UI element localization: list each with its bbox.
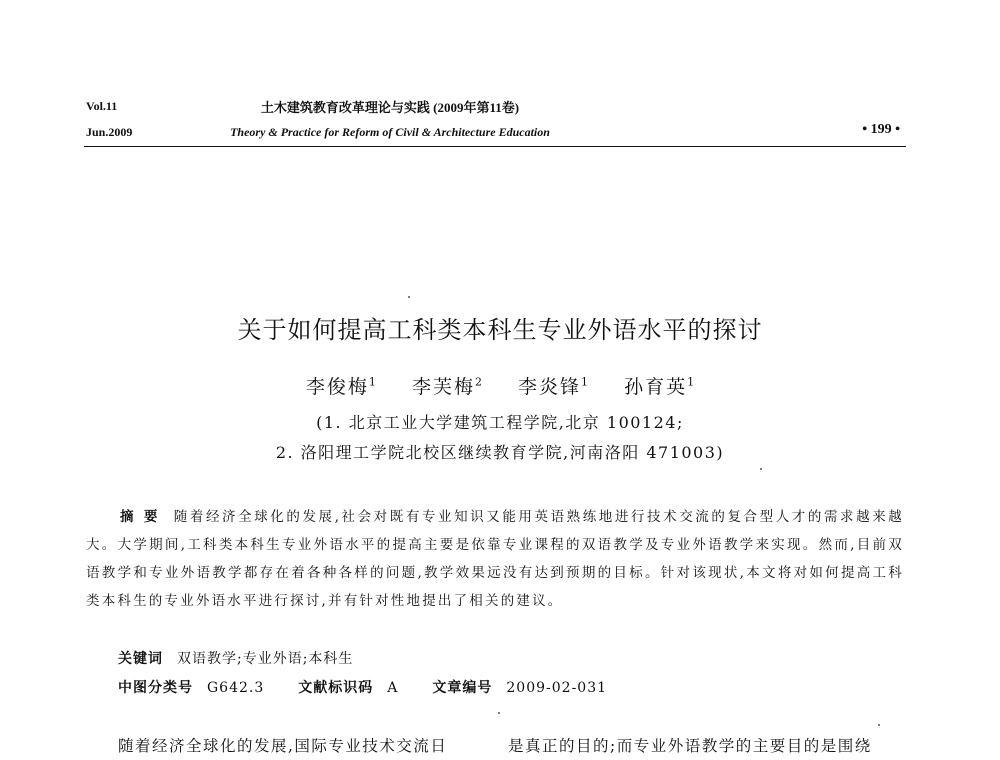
abstract-text: 随着经济全球化的发展,社会对既有专业知识又能用英语熟练地进行技术交流的复合型人才的需求越来越大。大学期间,工科类本科生专业外语水平的提高主要是依靠专业课程的双语教学及专业外语教学来实现。然而,目前双语教学和专业外语教学都存在着各种各样的问题,教学效果远没有达到预期的目标。针对该现状,本文将对如何提高工科类本科生的专业外语水平进行探讨,并有针对性地提出了相关的建议。 [86,509,905,609]
article-no-value: 2009-02-031 [506,680,608,696]
body-text-left-column: 随着经济全球化的发展,国际专业技术交流日 [118,737,448,755]
header-rule [84,146,906,147]
author-3 [518,376,588,398]
keywords-value: 双语教学;专业外语;本科生 [177,651,354,667]
author-affil-mark: 2 [474,375,482,389]
doc-code-label: 文献标识码 [298,680,374,696]
author-4 [624,376,694,398]
article-no-label: 文章编号 [432,680,493,696]
classification-row [118,677,607,697]
author-affil-mark: 1 [581,375,589,389]
abstract-label: 摘要 [120,509,168,525]
body-text-right-column: 是真正的目的;而专业外语教学的主要目的是围绕 [508,737,872,755]
author-1 [306,376,376,398]
scan-speck [760,468,762,470]
author-2 [412,376,482,398]
journal-title-cn: 土木建筑教育改革理论与实践 (2009年第11卷) [260,100,520,115]
author-name: 李俊梅 [305,376,369,398]
journal-volume: Vol.11 [86,99,118,113]
scan-speck [408,296,410,298]
keywords-row [118,648,353,668]
page-number: • 199 • [862,122,900,137]
author-affil-mark: 1 [687,375,695,389]
author-list [0,372,1000,399]
author-name: 李炎锋 [518,376,582,398]
journal-title-en: Theory & Practice for Reform of Civil & Architecture Education [230,125,550,139]
scan-speck [498,712,500,714]
clc-label: 中图分类号 [118,680,193,696]
affiliation-1: (1. 北京工业大学建筑工程学院,北京 100124; [316,413,684,432]
author-affil-mark: 1 [368,375,376,389]
author-name: 孙育英 [624,376,688,398]
affiliation-2: 2. 洛阳理工学院北校区继续教育学院,河南洛阳 471003) [275,443,725,462]
doc-code-value: A [387,680,399,696]
author-name: 李芙梅 [411,376,475,398]
journal-date: Jun.2009 [86,125,133,139]
article-title: 关于如何提高工科类本科生专业外语水平的探讨 [237,316,763,344]
scan-speck [878,724,880,726]
keywords-label: 关键词 [118,651,163,667]
clc-value: G642.3 [207,680,265,696]
abstract-paragraph [86,503,904,615]
